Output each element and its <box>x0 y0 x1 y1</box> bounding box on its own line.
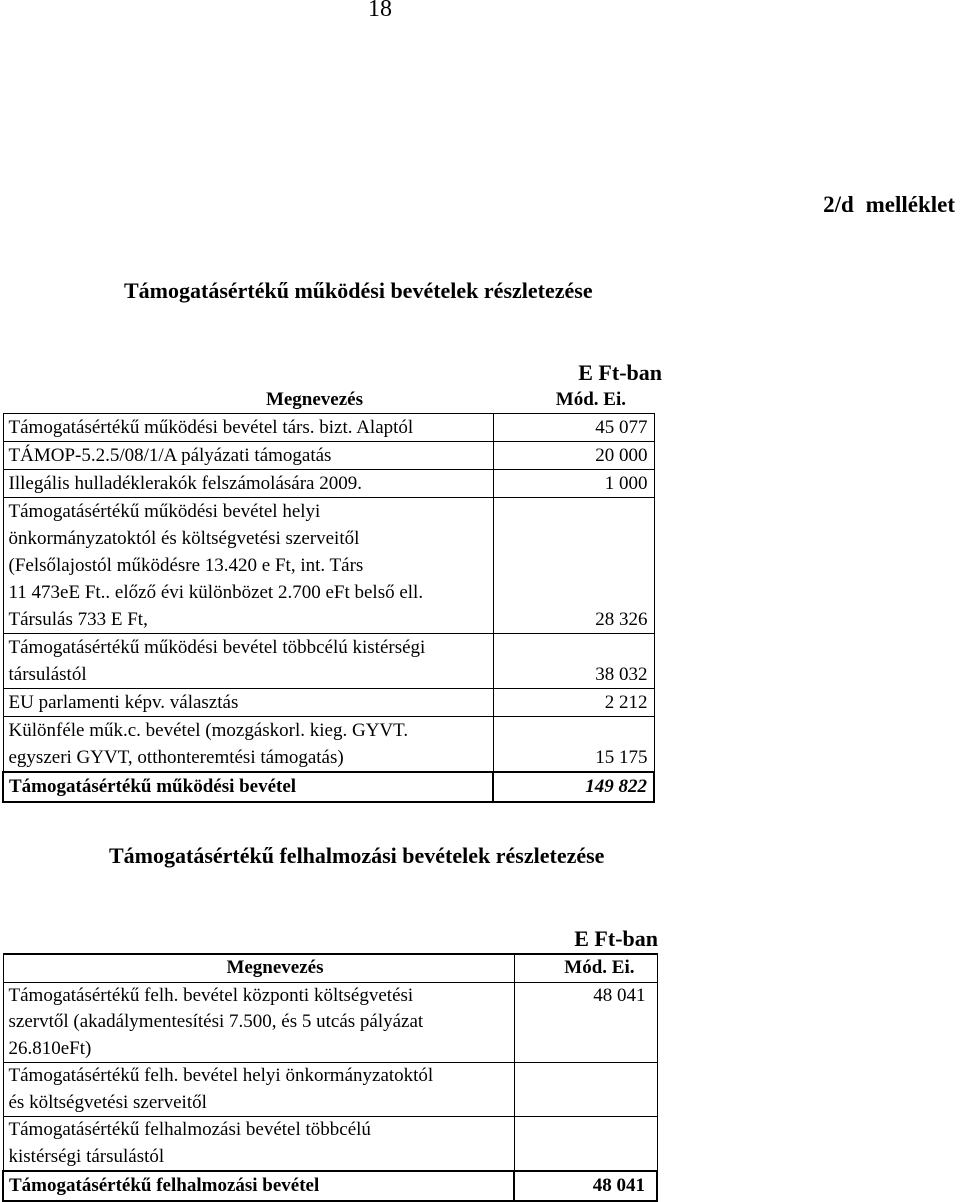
row-value: 38 032 <box>493 634 654 689</box>
section2-title: Támogatásértékű felhalmozási bevételek részletezése <box>109 843 605 868</box>
row-value: 48 041 <box>514 982 657 1063</box>
row-name: Különféle műk.c. bevétel (mozgáskorl. kieg. GYVT. egyszeri GYVT, otthonteremtési támogatás) <box>3 717 493 773</box>
capital-revenue-table <box>2 953 658 1202</box>
table-row <box>3 1063 657 1117</box>
row-value: 1 000 <box>493 470 654 498</box>
row-name: Támogatásértékű felhalmozási bevétel többcélú kistérségi társulástól <box>3 1117 514 1172</box>
annex-label: 2/d melléklet <box>823 192 955 217</box>
row-name: Illegális hulladéklerakók felszámolására 2009. <box>3 470 493 498</box>
row-name: Támogatásértékű felh. bevétel központi költségvetési szervtől (akadálymentesítési 7.500, és 5 utcás pályázat 26.810eFt) <box>3 982 514 1063</box>
row-value: 2 212 <box>493 689 654 717</box>
row-value <box>514 1117 657 1172</box>
row-value <box>514 1063 657 1117</box>
row-value: 45 077 <box>493 414 654 442</box>
row-name: Támogatásértékű működési bevétel társ. bizt. Alaptól <box>3 414 493 442</box>
table-row <box>3 634 654 689</box>
table-header-row <box>3 386 654 414</box>
table-header-row <box>3 954 657 982</box>
table-row <box>3 1117 657 1172</box>
operating-revenue-table <box>2 386 655 803</box>
section2-unit: E Ft-ban <box>574 926 658 951</box>
header-name: Megnevezés <box>265 389 363 410</box>
row-name: TÁMOP-5.2.5/08/1/A pályázati támogatás <box>3 442 493 470</box>
table-row <box>3 982 657 1063</box>
row-value: 15 175 <box>493 717 654 773</box>
row-name: EU parlamenti képv. választás <box>3 689 493 717</box>
total-row <box>3 1171 657 1201</box>
table-row <box>3 442 654 470</box>
total-name: Támogatásértékű felhalmozási bevétel <box>3 1171 514 1201</box>
table-row <box>3 689 654 717</box>
page-number: 18 <box>368 0 392 22</box>
row-value: 20 000 <box>493 442 654 470</box>
header-name: Megnevezés <box>3 954 514 982</box>
header-value: Mód. Ei. <box>555 389 626 410</box>
total-value: 149 822 <box>493 772 654 802</box>
section1-title: Támogatásértékű működési bevételek részletezése <box>124 278 593 303</box>
section1-unit: E Ft-ban <box>578 360 662 385</box>
row-name: Támogatásértékű működési bevétel helyi önkormányzatoktól és költségvetési szerveitől (Felsőlajostól működésre 13.420 e Ft, int. Társ 11 473eE Ft.. előző évi különbözet 2.700 eFt belső ell. Társulás 733 E Ft, <box>3 498 493 634</box>
table-row <box>3 414 654 442</box>
table-row <box>3 717 654 773</box>
table-row <box>3 498 654 634</box>
row-name: Támogatásértékű felh. bevétel helyi önkormányzatoktól és költségvetési szerveitől <box>3 1063 514 1117</box>
total-name: Támogatásértékű működési bevétel <box>3 772 493 802</box>
row-name: Támogatásértékű működési bevétel többcélú kistérségi társulástól <box>3 634 493 689</box>
table-row <box>3 470 654 498</box>
row-value: 28 326 <box>493 498 654 634</box>
total-row <box>3 772 654 802</box>
header-value: Mód. Ei. <box>514 954 657 982</box>
total-value: 48 041 <box>514 1171 657 1201</box>
